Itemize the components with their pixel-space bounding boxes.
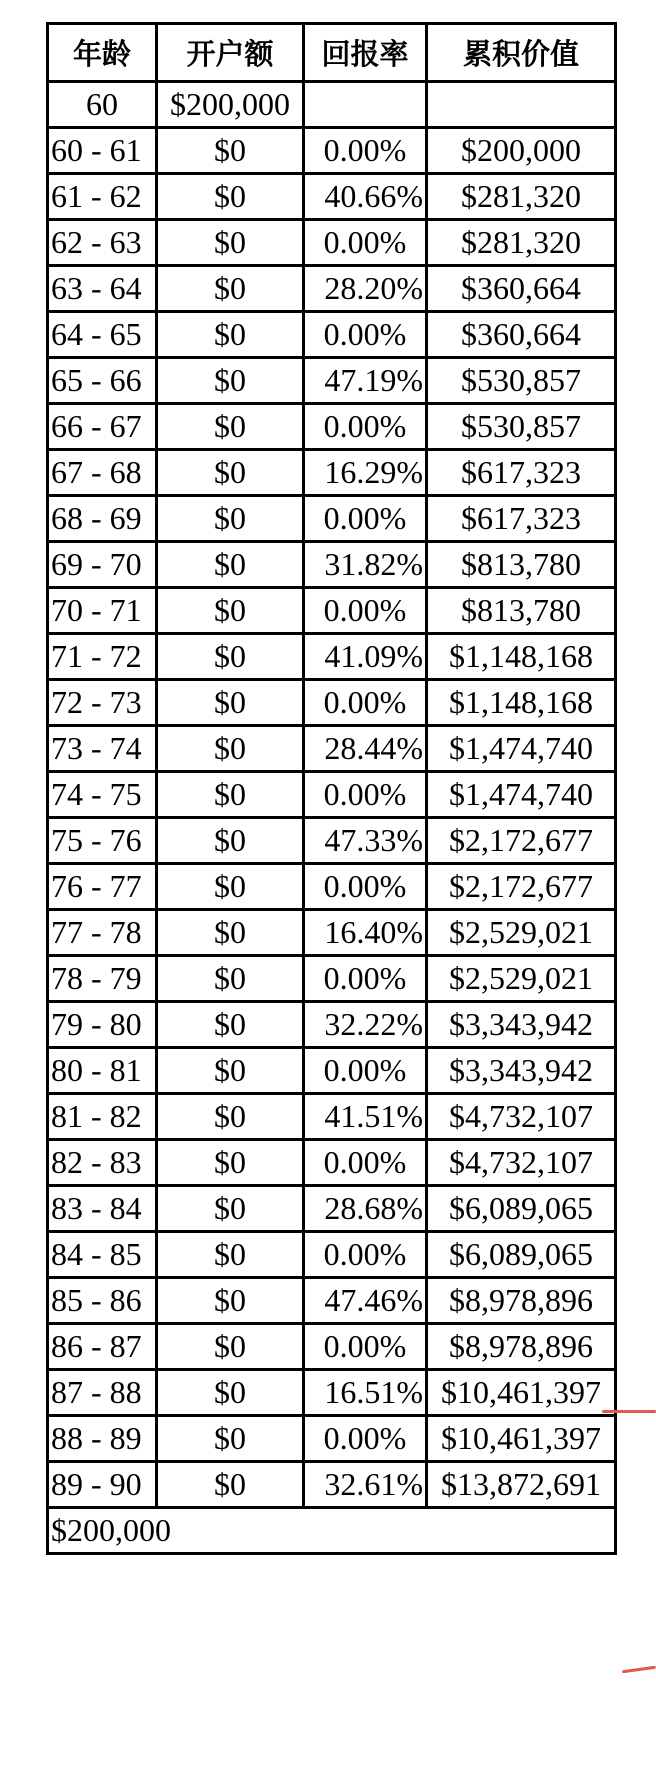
cell-deposit: $0: [157, 1462, 304, 1508]
cell-value: $2,172,677: [427, 864, 616, 910]
cell-deposit: $0: [157, 266, 304, 312]
cell-rate: 40.66%: [304, 174, 427, 220]
cell-value: $13,872,691: [427, 1462, 616, 1508]
cell-value: $2,172,677: [427, 818, 616, 864]
annotation-mark: [622, 1666, 656, 1674]
cell-deposit: $0: [157, 1186, 304, 1232]
cell-age: 60: [48, 82, 157, 128]
cell-age: 68 - 69: [48, 496, 157, 542]
retirement-table: [46, 22, 617, 1555]
cell-deposit: $0: [157, 220, 304, 266]
cell-age: 77 - 78: [48, 910, 157, 956]
cell-rate: 16.51%: [304, 1370, 427, 1416]
table-row: [48, 312, 616, 358]
table-row: [48, 1002, 616, 1048]
cell-rate: 47.46%: [304, 1278, 427, 1324]
cell-value: $200,000: [427, 128, 616, 174]
cell-value: $1,474,740: [427, 726, 616, 772]
cell-deposit: $0: [157, 910, 304, 956]
cell-value: $8,978,896: [427, 1278, 616, 1324]
cell-age: 64 - 65: [48, 312, 157, 358]
table-row: [48, 864, 616, 910]
cell-value: $10,461,397: [427, 1416, 616, 1462]
footer-total-deposit: $200,000: [48, 1508, 616, 1554]
table-row: [48, 266, 616, 312]
cell-value: $6,089,065: [427, 1186, 616, 1232]
cell-rate: 28.44%: [304, 726, 427, 772]
header-age: 年龄: [48, 24, 157, 82]
cell-value: $3,343,942: [427, 1002, 616, 1048]
cell-rate: 0.00%: [304, 496, 427, 542]
cell-deposit: $0: [157, 1002, 304, 1048]
cell-deposit: $0: [157, 818, 304, 864]
cell-age: 83 - 84: [48, 1186, 157, 1232]
table-row: [48, 220, 616, 266]
table-row: [48, 1140, 616, 1186]
cell-rate: 47.19%: [304, 358, 427, 404]
cell-deposit: $0: [157, 542, 304, 588]
cell-value: $10,461,397: [427, 1370, 616, 1416]
cell-rate: 0.00%: [304, 680, 427, 726]
cell-rate: 0.00%: [304, 220, 427, 266]
cell-age: 89 - 90: [48, 1462, 157, 1508]
table-row: [48, 1416, 616, 1462]
header-deposit: 开户额: [157, 24, 304, 82]
cell-age: 79 - 80: [48, 1002, 157, 1048]
cell-rate: 0.00%: [304, 956, 427, 1002]
cell-value: $6,089,065: [427, 1232, 616, 1278]
cell-value: [427, 82, 616, 128]
cell-value: $281,320: [427, 220, 616, 266]
cell-deposit: $0: [157, 312, 304, 358]
table-row: [48, 174, 616, 220]
header-row: [48, 24, 616, 82]
cell-deposit: $0: [157, 1232, 304, 1278]
cell-rate: 0.00%: [304, 1140, 427, 1186]
cell-deposit: $0: [157, 680, 304, 726]
cell-value: $8,978,896: [427, 1324, 616, 1370]
cell-value: $530,857: [427, 404, 616, 450]
cell-value: $281,320: [427, 174, 616, 220]
annotation-mark: [602, 1410, 656, 1413]
cell-age: 81 - 82: [48, 1094, 157, 1140]
cell-rate: 0.00%: [304, 404, 427, 450]
cell-age: 73 - 74: [48, 726, 157, 772]
footer-row: [48, 1508, 616, 1554]
table-row: [48, 1324, 616, 1370]
cell-age: 78 - 79: [48, 956, 157, 1002]
cell-rate: 28.20%: [304, 266, 427, 312]
cell-rate: 0.00%: [304, 588, 427, 634]
table-row: [48, 588, 616, 634]
cell-deposit: $0: [157, 1324, 304, 1370]
cell-age: 71 - 72: [48, 634, 157, 680]
cell-age: 82 - 83: [48, 1140, 157, 1186]
table-row: [48, 1048, 616, 1094]
cell-value: $360,664: [427, 266, 616, 312]
cell-rate: 0.00%: [304, 1048, 427, 1094]
cell-value: $4,732,107: [427, 1140, 616, 1186]
cell-age: 66 - 67: [48, 404, 157, 450]
table-row: [48, 910, 616, 956]
header-cumulative: 累积价值: [427, 24, 616, 82]
cell-deposit: $0: [157, 1278, 304, 1324]
table-row: [48, 956, 616, 1002]
cell-deposit: $0: [157, 174, 304, 220]
cell-value: $2,529,021: [427, 910, 616, 956]
table-row: [48, 450, 616, 496]
table-row: [48, 542, 616, 588]
cell-deposit: $0: [157, 450, 304, 496]
table-row: [48, 1186, 616, 1232]
cell-value: $813,780: [427, 588, 616, 634]
cell-rate: 47.33%: [304, 818, 427, 864]
cell-deposit: $0: [157, 588, 304, 634]
cell-age: 75 - 76: [48, 818, 157, 864]
table-row: [48, 1094, 616, 1140]
cell-rate: 0.00%: [304, 1324, 427, 1370]
cell-deposit: $0: [157, 128, 304, 174]
table-row: [48, 1370, 616, 1416]
cell-value: $3,343,942: [427, 1048, 616, 1094]
cell-rate: 0.00%: [304, 128, 427, 174]
header-return-rate: 回报率: [304, 24, 427, 82]
cell-age: 84 - 85: [48, 1232, 157, 1278]
cell-age: 69 - 70: [48, 542, 157, 588]
cell-age: 62 - 63: [48, 220, 157, 266]
table-row: [48, 680, 616, 726]
cell-age: 87 - 88: [48, 1370, 157, 1416]
cell-deposit: $200,000: [157, 82, 304, 128]
cell-rate: 41.09%: [304, 634, 427, 680]
cell-deposit: $0: [157, 772, 304, 818]
table-row: [48, 1278, 616, 1324]
cell-deposit: $0: [157, 1048, 304, 1094]
cell-age: 60 - 61: [48, 128, 157, 174]
cell-deposit: $0: [157, 1140, 304, 1186]
table-row: [48, 128, 616, 174]
cell-value: $617,323: [427, 496, 616, 542]
cell-deposit: $0: [157, 1416, 304, 1462]
cell-deposit: $0: [157, 358, 304, 404]
cell-age: 65 - 66: [48, 358, 157, 404]
cell-value: $360,664: [427, 312, 616, 358]
cell-value: $4,732,107: [427, 1094, 616, 1140]
cell-rate: 32.61%: [304, 1462, 427, 1508]
cell-rate: 0.00%: [304, 1232, 427, 1278]
cell-age: 61 - 62: [48, 174, 157, 220]
cell-rate: 16.29%: [304, 450, 427, 496]
cell-age: 85 - 86: [48, 1278, 157, 1324]
table-row: [48, 496, 616, 542]
cell-value: $1,148,168: [427, 680, 616, 726]
cell-age: 80 - 81: [48, 1048, 157, 1094]
cell-value: $1,148,168: [427, 634, 616, 680]
cell-rate: 41.51%: [304, 1094, 427, 1140]
cell-rate: 0.00%: [304, 1416, 427, 1462]
cell-value: $530,857: [427, 358, 616, 404]
table-body: [48, 82, 616, 1508]
cell-rate: 0.00%: [304, 772, 427, 818]
cell-rate: 0.00%: [304, 864, 427, 910]
cell-age: 74 - 75: [48, 772, 157, 818]
table-row: [48, 772, 616, 818]
cell-rate: 28.68%: [304, 1186, 427, 1232]
cell-rate: 16.40%: [304, 910, 427, 956]
cell-age: 86 - 87: [48, 1324, 157, 1370]
cell-age: 67 - 68: [48, 450, 157, 496]
table-row: [48, 404, 616, 450]
table-row: [48, 1462, 616, 1508]
cell-rate: 31.82%: [304, 542, 427, 588]
cell-deposit: $0: [157, 496, 304, 542]
cell-deposit: $0: [157, 634, 304, 680]
cell-value: $1,474,740: [427, 772, 616, 818]
table-row: [48, 1232, 616, 1278]
cell-rate: [304, 82, 427, 128]
cell-deposit: $0: [157, 956, 304, 1002]
cell-age: 72 - 73: [48, 680, 157, 726]
cell-deposit: $0: [157, 1094, 304, 1140]
cell-value: $617,323: [427, 450, 616, 496]
initial-row: [48, 82, 616, 128]
table-row: [48, 634, 616, 680]
table-row: [48, 358, 616, 404]
cell-age: 63 - 64: [48, 266, 157, 312]
cell-deposit: $0: [157, 1370, 304, 1416]
cell-value: $2,529,021: [427, 956, 616, 1002]
table-row: [48, 726, 616, 772]
cell-deposit: $0: [157, 404, 304, 450]
cell-rate: 0.00%: [304, 312, 427, 358]
table-row: [48, 818, 616, 864]
cell-rate: 32.22%: [304, 1002, 427, 1048]
cell-deposit: $0: [157, 864, 304, 910]
cell-age: 70 - 71: [48, 588, 157, 634]
cell-value: $813,780: [427, 542, 616, 588]
cell-deposit: $0: [157, 726, 304, 772]
cell-age: 76 - 77: [48, 864, 157, 910]
cell-age: 88 - 89: [48, 1416, 157, 1462]
